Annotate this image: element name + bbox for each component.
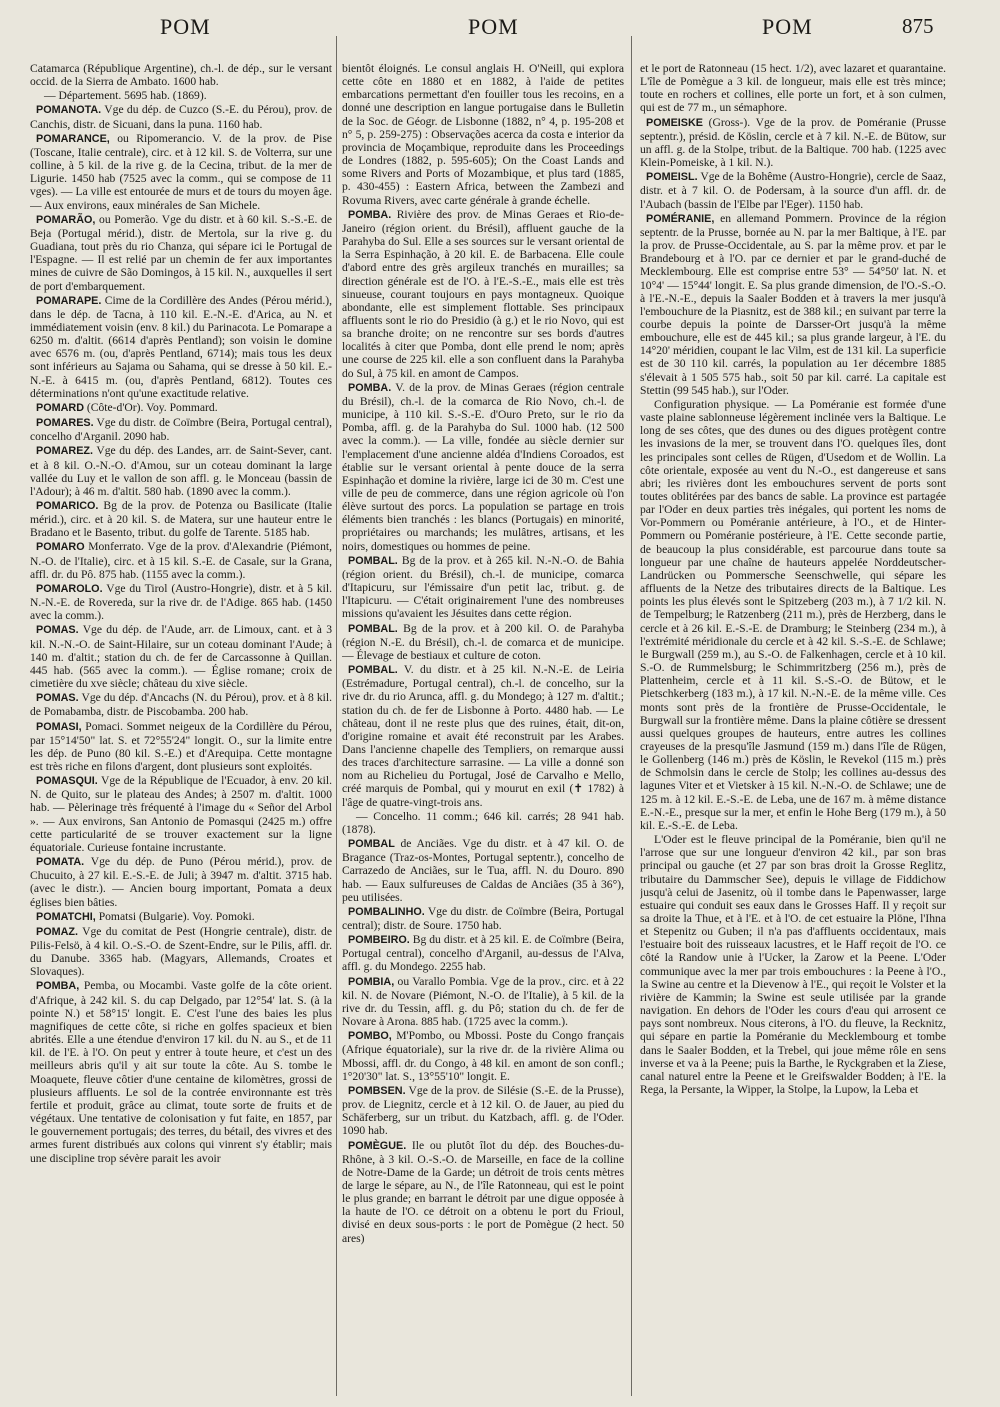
entry-text: Vge du dép. de Cuzco (S.-E. du Pérou), prov. de Canchis, distr. de Sicuani, dans la puna. 1160 hab. [30,103,332,131]
entry-text: Vge du dép. des Landes, arr. de Saint-Sever, cant. et à 8 kil. O.-N.-O. d'Amou, sur un coteau dominant la large vallée du Luy et le vallon de son affl. g. le Monceau (bassin de l'Adour); à 46 m. d'altit. 580 hab. (1890 avec la comm.). [30,444,332,498]
entry-text: Vge de la prov. de Silésie (S.-E. de la Prusse), prov. de Liegnitz, cercle et à 12 kil. O. de Jauer, au pied du Schäferberg, sur un tribut. du Katzbach, affl. g. de l'Oder. 1090 hab. [342,1083,624,1138]
entry-headword: POMAS. [36,692,79,705]
dictionary-entry [342,905,624,932]
entry-text: en allemand Pommern. Province de la région septentr. de la Prusse, bornée au N. par la mer Baltique, à l'E. par la prov. de Prusse-Occidentale, au S. par la même prov. et par le Brandebourg et à l'O. par ce dernier et par le grand-duché de Mecklembourg. Elle est comprise entre 53° — 54°50' lat. N. et 10°4' — 15°44' longit. E. Sa plus grande dimension, de l'O.-S.-O. à l'E.-N.-E., depuis la Saaler Bodden et à travers la mer jusqu'à l'embouchure de la Piasnitz, est de 388 kil.; en suivant par terre la courbe depuis la pointe de Darsser-Ort jusqu'à la même embouchure, elle est de 445 kil.; sa plus grande largeur, à l'E. du 14°20' méridien, coupant le lac Vilm, est de 131 kil. La superficie est de 30 110 kil. carrés, la population au 1er décembre 1885 s'élevait à 1 505 575 hab., soit 50 par kil. carré. La capitale est Stettin (99 545 hab.), sur l'Oder. [640,211,946,397]
dictionary-entry [30,720,332,774]
entry-text: Vge de la Bohême (Austro-Hongrie), cercle de Saaz, distr. et à 7 kil. O. de Podersam, à la source d'un affl. dr. de l'Aubach (bassin de l'Elbe par l'Eger). 1150 hab. [640,170,946,211]
entry-headword: POMBA. [348,381,392,394]
dictionary-entry [30,444,332,498]
header-left-word: POM [160,14,211,39]
entry-text: Vge du Tirol (Austro-Hongrie), distr. et à 5 kil. N.-N.-E. de Rovereda, sur la rive dr. de l'Adige. 865 hab. (1450 avec la comm.). [30,581,332,623]
entry-text: (Gross-). Vge de la prov. de Poméranie (Prusse septentr.), présid. de Köslin, cercle et à 7 kil. N.-E. de Bütow, sur un affl. g. de la Stolpe, tribut. de la Baltique. 700 hab. (1225 avec Klein-Pomeiske, à 1 kil. N.). [640,115,946,170]
dictionary-entry [342,554,624,621]
dictionary-entry [342,975,624,1029]
entry-headword: POMBIA, [348,975,395,988]
dictionary-entry [342,837,624,904]
entry-headword: POMARD [36,401,84,414]
column-divider [631,36,632,1396]
dictionary-entry [30,103,332,130]
dictionary-entry [342,810,624,836]
entry-headword: POMATA. [36,856,85,869]
dictionary-entry [342,663,624,809]
entry-headword: POMBO, [348,1030,392,1043]
entry-text: Vge du distr. de Coïmbre (Beira, Portugal central); distr. de Soure. 1750 hab. [342,904,624,932]
entry-headword: POMAZ. [36,925,78,938]
dictionary-entry [30,132,332,212]
entry-text: ou Pomerão. Vge du distr. et à 60 kil. S.-S.-E. de Beja (Portugal mérid.), distr. de Mertola, sur la rive g. du Guadiana, tout près du rio Chanza, qui sépare ici le Portugal de l'Espagne. — Il est relié par un chemin de fer aux importantes mines de cuivre de São Domingos, à 15 kil. N., auxquelles il sert de port d'embarquement. [30,212,332,293]
dictionary-entry [30,62,332,88]
entry-text: Pomaci. Sommet neigeux de la Cordillère du Pérou, par 15°14'50" lat. S. et 72°55'24" longit. O., sur la limite entre les dép. de Puno (80 kil. S.-E.) et d'Arequipa. Cette montagne est très riche en filons d'argent, dont plusieurs sont exploités. [30,719,332,773]
entry-headword: POMARAPE. [36,294,102,307]
entry-headword: POMÉRANIE, [646,212,715,225]
page-number: 875 [902,14,934,38]
dictionary-entry [640,398,946,832]
dictionary-entry [342,381,624,553]
dictionary-entry [30,774,332,854]
dictionary-entry [30,213,332,293]
header-right-word: POM [762,14,813,39]
dictionary-entry [30,416,332,443]
entry-text: Bg de la prov. de Potenza ou Basilicate (Italie mérid.), circ. et à 20 kil. S. de Matera, sur une hauteur entre le Bradano et le Basento, tribut. du golfe de Tarente. 5185 hab. [30,499,332,540]
entry-text: Catamarca (République Argentine), ch.-l. de dép., sur le versant occid. de la Sierra de Ambato. 1600 hab. [30,62,332,89]
entry-text: Pemba, ou Mocambi. Vaste golfe de la côte orient. d'Afrique, à 242 kil. S. du cap Delgado, par 12°54' lat. S. (à la pointe N.) et 58°15' longit. E. C'est l'une des baies les plus magnifiques de cette côte, si riche en golfes spacieux et bien abrités. Elle a une étendue d'environ 17 kil. du N. au S., et de 11 kil. de l'E. à l'O. On peut y entrer à toute heure, et c'est un des meilleurs abris qu'il y ait sur toute la côte. Au S. tombe le Moaquete, fleuve côtier d'une centaine de kilomètres, grossi de plusieurs affluents. Le sol de la contrée environnante est très fertile et produit, grâce au climat, toute sorte de fruits et de végétaux. Une tentative de colonisation y fut faite, en 1857, par le gouvernement portugais; des terres, du bétail, des vivres et des armes furent distribués aux colons qui vinrent s'y établir; mais une discipline trop sévère parait les avoir [30,979,332,1165]
entry-text: Bg de la prov. et à 265 kil. N.-N.-O. de Bahia (région orient. du Brésil), ch.-l. de municipe, comarca d'Itapicuru, sur l'émissaire d'un petit lac, tribut. g. de l'Itapicuru. — C'était originairement l'une des nombreuses missions qu'avaient les Jésuites dans cette région. [342,553,624,621]
dictionary-entry [30,855,332,909]
dictionary-entry [640,116,946,170]
dictionary-entry [640,833,946,1096]
running-header [0,14,1000,44]
entry-text: Cime de la Cordillère des Andes (Pérou mérid.), dans le dép. de Tacna, à 110 kil. E.-N.-E. d'Arica, au N. et immédiatement voisin (env. 8 kil.) du Parinacota. Le Pomarape a 6250 m. d'altit. (6614 d'après Pentland); son voisin le domine avec 6576 m. (ou, d'après Pentland, 6714); mais tous les deux sont inférieurs au Sajama ou Sahama, qui se dresse à 50 kil. E.-N.-E. à 6415 m. (ou, d'après Pentland, 6812). Toutes ces déterminations n'ont qu'une exactitude relative. [30,293,332,400]
dictionary-entry [342,62,624,207]
entry-headword: POMARÃO, [36,213,96,226]
dictionary-entry [342,1084,624,1138]
entry-headword: POMAREZ. [36,445,93,458]
entry-text: Pomatsi (Bulgarie). Voy. Pomoki. [98,909,255,923]
entry-text: L'Oder est le fleuve principal de la Poméranie, bien qu'il ne l'arrose que sur une longueur d'environ 42 kil., par son bras principal ou gauche (et 27 par son bras droit la Grosse Reglitz, tributaire du Dammscher See), depuis le village de Fiddichow jusqu'à celui de Jasenitz, où il tombe dans le Papenwasser, large estuaire qui conduit ses eaux dans le Grosses Haff. Il y reçoit sur sa droite la Thue, et à l'E. et à l'O. de cet estuaire la Plöne, l'Ihna et Stepenitz ou Guben; il n'a pas d'affluents occidentaux, mais l'estuaire boit des ruisseaux lacustres, et le Haff reçoit de l'O. ce côté la Randow unie à l'Ucker, la Zarow et la Peene. L'Oder communique avec la mer par trois embouchures : la Peene à l'O., la Swine au centre et la Dievenow à l'E., qui reçoit le Volster et la rivière de Kammin; la Swine est seule utilisée par la grande navigation. En dehors de l'Oder les cours d'eau qui arrosent ce pays sont nombreux. Nous citerons, à l'O. du fleuve, la Recknitz, qui sépare en partie la Poméranie du Mecklembourg et tombe dans le Saaler Bodden, et la Trebel, qui joue même rôle en sens inverse et va à la Peene; puis la Barthe, le Ryckgraben et la Ziese, canal naturel entre la Peene et le Greifswalder Bodden; à l'E. la Rega, la Persante, la Wipper, la Stolpe, la Lupow, la Leba et [640,833,946,1097]
dictionary-entry [640,62,946,115]
entry-headword: POMANOTA. [36,104,102,117]
entry-headword: POMATCHI, [36,910,96,923]
entry-headword: POMBA. [348,208,392,221]
entry-text: V. de la prov. de Minas Geraes (région centrale du Brésil), ch.-l. de la comarca de Rio Novo, ch.-l. de municipe, à 110 kil. S.-S.-E. d'Ouro Preto, sur le rio da Pomba, affl. g. de la Parahyba do Sul. 1000 hab. (12 500 avec la comm.). — La ville, fondée au siècle dernier sur l'emplacement d'une ancienne aldéa d'Indiens Coroados, est établie sur le versant oriental à pente douce de la serra Espinhação et domine la rivière, large ici de 30 m. C'est une ville de peu de commerce, dans une région agricole où l'on élève surtout des porcs. La population se partage en trois éléments bien tranchés : les blancs (Portugais) en minorité, propriétaires ou marchands; les mulâtres, artisans, et les noirs, domestiques ou hommes de peine. [342,380,624,553]
entry-text: et le port de Ratonneau (15 hect. 1/2), avec lazaret et quarantaine. L'île de Pomègue a 3 kil. de longueur, mais elle est très mince; toute en rochers et collines, elle porte un fort, et à son culmen, qui est de 77 m., un sémaphore. [640,62,946,115]
entry-text: Vge du dép. de l'Aude, arr. de Limoux, cant. et à 3 kil. N.-N.-O. de Saint-Hilaire, sur un coteau dominant l'Aude; à 140 m. d'altit.; station du ch. de fer de Carcassonne à Quillan. 445 hab. (565 avec la comm.). — Église romane; croix de cimetière du xve siècle; château du xive siècle. [30,623,332,691]
dictionary-entry [30,925,332,979]
column-divider [336,36,337,1396]
dictionary-entry [640,212,946,397]
entry-headword: POMBAL. [348,622,398,635]
entry-text: Rivière des prov. de Minas Geraes et Rio-de-Janeiro (région orient. du Brésil), affluent gauche de la Parahyba do Sul. Elle a ses sources sur le versant oriental de la Serra Espinhação, à 20 kil. E. de Barbacena. Elle coule d'abord entre des grès argileux tranchés en murailles; sa direction générale est de l'O. à l'E.-S.-E., mais elle est très sinueuse, courant toujours en pays montagneux. Quoique abondante, elle est simplement flottable. Ses principaux affluents sont le rio do Presidio (à g.) et le rio Novo, qui est sa branche droite; on ne rencontre sur ses bords d'autres localités à citer que Pomba, dont elle prend le nom; après une course de 225 kil. elle a son confluent dans la Parahyba do Sul, à 75 kil. en amont de Campos. [342,207,624,380]
entry-headword: POMAS. [36,624,79,637]
dictionary-entry [30,623,332,690]
entry-headword: POMBAL. [348,554,398,567]
header-center-word: POM [468,14,519,39]
dictionary-entry [30,540,332,580]
dictionary-entry [30,691,332,718]
entry-text: M'Pombo, ou Mbossi. Poste du Congo français (Afrique équatoriale), sur la rive dr. de la rivière Alima ou Mbossi, affl. dr. du Congo, à 48 kil. en amont de son confl.; 1°20'30" lat. S., 13°55'10" longit. E. [342,1029,624,1083]
dictionary-entry [30,582,332,622]
entry-text: V. du distr. et à 25 kil. N.-N.-E. de Leiria (Estrémadure, Portugal central), ch.-l. de concelho, sur la rive dr. du rio Arunca, affl. g. du Mondego; à 127 m. d'altit.; station du ch. de fer de Lisbonne à Porto. 4480 hab. — Le château, dont il ne reste plus que des ruines, était, dit-on, d'origine romaine et avait été reconstruit par les Arabes. Dans l'ancienne chapelle des Templiers, on remarque aussi des traces d'architecture sarrasine. — La ville a donné son nom au Richelieu du Portugal, José de Carvalho e Mello, créé marquis de Pombal, qui y mourut en exil (✝ 1782) à l'âge de quatre-vingt-trois ans. [342,663,624,809]
entry-headword: POMARANCE, [36,132,110,145]
entry-text: — Département. 5695 hab. (1869). [44,89,207,103]
entry-text: (Côte-d'Or). Voy. Pommard. [86,400,218,414]
entry-headword: POMAROLO. [36,582,103,595]
entry-text: bientôt éloignés. Le consul anglais H. O'Neill, qui explora cette côte en 1880 et en 1882, à l'aide de petites embarcations permettant d'en fouiller tous les recoins, en a donné une description en langue portugaise dans le Bulletin de la Soc. de Géogr. de Lisbonne (1882, n° 4, p. 195-208 et n° 5, p. 259-275) : Observações acerca da costa e interior da provincia de Moçambique, reproduite dans les Proceedings de Londres (1882, p. 595-605); On the Coast Lands and some Rivers and Ports of Mozambique, et plus tard (1885, p. 430-455) : Eastern Africa, between the Zambezi and Rovuma Rivers, avec carte générale à grande échelle. [342,62,624,207]
entry-text: Vge du comitat de Pest (Hongrie centrale), distr. de Pilis-Felsö, à 4 kil. O.-S.-O. de Szent-Endre, sur le Pilis, affl. dr. du Danube. 3365 hab. (Magyars, Allemands, Croates et Slovaques). [30,924,332,979]
dictionary-entry [342,1029,624,1083]
entry-headword: POMBEIRO. [348,934,410,947]
entry-headword: POMARES. [36,417,94,430]
entry-headword: POMBA, [36,980,80,993]
dictionary-entry [342,622,624,662]
entry-headword: POMASI, [36,720,82,733]
entry-headword: POMARICO. [36,500,99,512]
dictionary-entry [30,401,332,415]
text-column-middle [342,62,624,1397]
entry-headword: POMARO [36,541,85,554]
entry-text: Bg du distr. et à 25 kil. E. de Coïmbre (Beira, Portugal central), concelho d'Arganil, au-dessus de l'Alva, affl. g. du Mondego. 2255 hab. [342,933,624,974]
dictionary-entry [30,979,332,1164]
text-column-left [30,62,332,1397]
entry-headword: POMÈGUE. [348,1139,407,1152]
dictionary-entry [342,1139,624,1245]
entry-text: de Anciães. Vge du distr. et à 47 kil. O. de Bragance (Traz-os-Montes, Portugal septentr.), concelho de Carrazedo de Anciães, sur le Tua, affl. N. du Douro. 890 hab. — Eaux sulfureuses de Caldas de Anciães (35 à 36°), peu utilisées. [342,837,624,904]
entry-text: Vge de la République de l'Ecuador, à env. 20 kil. N. de Quito, sur le plateau des Andes; à 2507 m. d'altit. 1000 hab. — Pèlerinage très fréquenté à l'image du « Señor del Arbol ». — Aux environs, San Antonio de Pomasqui (2425 m.) offre cette particularité de se trouver exactement sur la ligne équatoriale. Curieuse fontaine incrustante. [30,774,332,854]
text-column-right [640,62,946,1397]
entry-text: Vge du dép. d'Ancachs (N. du Pérou), prov. et à 8 kil. de Pomabamba, distr. de Piscobamba. 200 hab. [30,691,332,719]
dictionary-entry [640,170,946,210]
entry-text: Vge du dép. de Puno (Pérou mérid.), prov. de Chucuito, à 27 kil. E.-S.-E. de Juli; à 3947 m. d'altit. 3715 hab. (avec le distr.). — Ancien bourg important, Pomata a deux églises bien bâties. [30,855,332,909]
dictionary-entry [30,499,332,539]
entry-headword: POMBSEN. [348,1084,406,1097]
entry-text: Vge du distr. de Coïmbre (Beira, Portugal central), concelho d'Arganil. 2090 hab. [30,416,332,444]
entry-headword: POMBALINHO. [348,905,425,918]
entry-headword: POMBAL [348,838,395,851]
entry-headword: POMEISKE [646,116,703,129]
dictionary-entry [342,933,624,973]
dictionary-entry [30,910,332,924]
entry-text: Ile ou plutôt îlot du dép. des Bouches-du-Rhône, à 3 kil. O.-S.-O. de Marseille, en face de la colline de Notre-Dame de la Garde; un détroit de trois cents mètres de large le sépare, au N., de l'île Ratonneau, qui est le point le plus grande; en barrant le détroit par une digue opposée à la haute de l'O. ce détroit on a obtenu le port du Frioul, divisé en deux sous-ports : le port de Pomègue (2 hect. 50 ares) [342,1138,624,1245]
entry-text: — Concelho. 11 comm.; 646 kil. carrés; 28 941 hab. (1878). [342,809,624,836]
entry-text: ou Varallo Pombia. Vge de la prov., circ. et à 22 kil. N. de Novare (Piémont, N.-O. de l'Italie), à 5 kil. de la rive dr. du Tessin, affl. g. du Pô; station du ch. de fer de Novare à Arona. 885 hab. (1725 avec la comm.). [342,974,624,1029]
dictionary-entry [30,294,332,400]
entry-headword: POMASQUI. [36,775,98,788]
entry-text: Monferrato. Vge de la prov. d'Alexandrie (Piémont, N.-O. de l'Italie), circ. et à 15 kil. S.-E. de Casale, sur la Grana, affl. dr. du Pô. 875 hab. (1155 avec la comm.). [30,540,332,581]
dictionary-entry [342,208,624,380]
entry-text: ou Ripomerancio. V. de la prov. de Pise (Toscane, Italie centrale), circ. et à 12 kil. S. de Volterra, sur une colline, à 5 kil. de la rive g. de la Cecina, tribut. de la mer de Ligurie. 1450 hab (7525 avec la comm., qui se compose de 11 vges). — La ville est entourée de murs et de tours du moyen âge. — Aux environs, eaux minérales de San Michele. [30,131,332,212]
dictionary-entry [30,89,332,102]
entry-text: Configuration physique. — La Poméranie est formée d'une vaste plaine sablonneuse légèrement inclinée vers la Baltique. Le long de ses côtes, que des dunes ou des digues protègent contre les invasions de la mer, se trouvent dans l'O. quelques îles, dont les principales sont celles de Rügen, d'Usedom et de Wollin. La côte orientale, exposée au vent du N.-O., est dangereuse et sans abri; les rivières dont les embouchures servent de ports sont toutes oblitérées par des bancs de sable. La province est partagée par l'Oder en deux parties très inégales, qui portent les noms de Vor-Pommern ou Poméranie antérieure, à l'O., et de Hinter-Pommern ou Poméranie postérieure, à l'E. Cette seconde partie, de beaucoup la plus considérable, est parcourue dans toute sa longueur par une chaîne de hauteurs appelée Norddeutscher-Landrücken ou Pommersche Seenschwelle, qui sépare les affluents de la Netze des tributaires directs de la Baltique. Les points les plus élevés sont le Spitzeberg (203 m.), à 7 1/2 kil. N. de Tempelburg; le Ratzenberg (211 m.), près de Herzberg, dans le cercle et à 26 kil. E.-S.-E. de Dramburg; le Steinberg (234 m.), à l'extrémité méridionale du cercle et à 42 kil. S.-S.-E. de Schlawe; le Burgwall (259 m.), au S.-O. de Falkenhagen, cercle et à 10 kil. S.-O. de Rummelsburg; le Schimmritzberg (256 m.), près de Plattenheim, cercle et à 11 kil. S.-S.-O. de Bütow, et le Pietschkerberg (183 m.), à 17 kil. N.-N.-E. de la même ville. Ces monts sont près de la frontière de Prusse-Occidentale, le Burgwall sur la frontière même. Dans la plaine côtière se dressent aussi quelques groupes de hauteurs, entre autres les collines crayeuses de la presqu'île Jasmund (159 m.) dans l'île de Rügen, le Gollenberg (146 m.) près de Köslin, le Revekol (115 m.) près de Schmolsin dans le cercle de Stolp; les collines au-dessus des lagunes Viter et et Vietsker à 15 kil. N.-N.-O. de Schlawe; une de 125 m. à 12 kil. E.-S.-E. de Leba, une de 167 m. à même distance E.-N.-E., presque sur la mer, et enfin le Hohe Berg (179 m.), à 50 kil. E.-S.-E. de Leba. [640,397,946,832]
entry-headword: POMBAL. [348,664,398,677]
entry-text: Bg de la prov. et à 200 kil. O. de Parahyba (région N.-E. du Brésil), ch.-l. de comarca et de municipe. — Élevage de bestiaux et culture de coton. [342,621,624,662]
entry-headword: POMEISL. [646,171,698,184]
